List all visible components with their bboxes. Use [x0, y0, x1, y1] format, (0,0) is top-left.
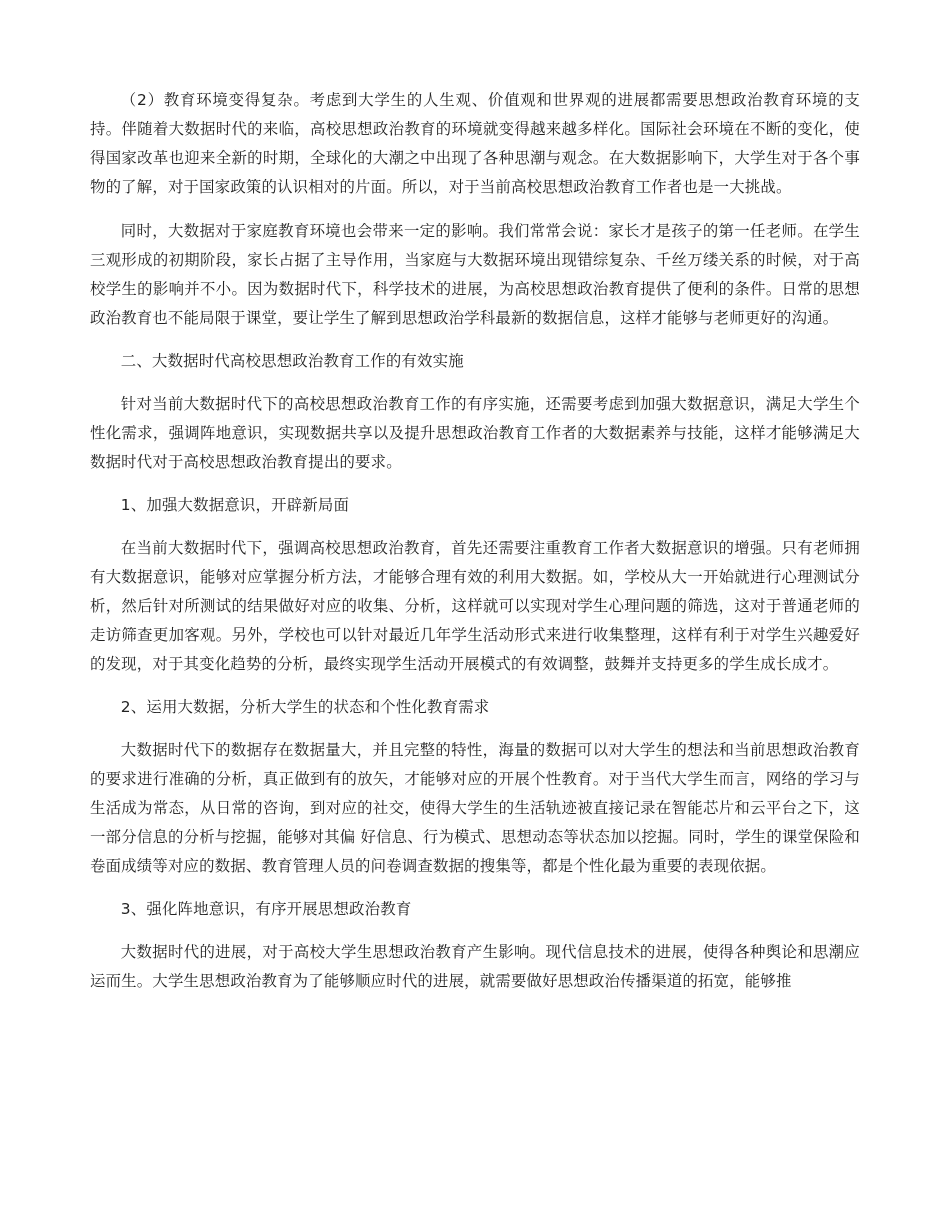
subheading-2: 2、运用大数据，分析大学生的状态和个性化教育需求 [120, 698, 490, 716]
paragraph-position-awareness: 大数据时代的进展，对于高校大学生思想政治教育产生影响。现代信息技术的进展，使得各种舆论和思潮应运而生。大学生思想政治教育为了能够顺应时代的进展，就需要做好思想政治传播渠道的拓宽，能够推 [90, 943, 860, 990]
paragraph-student-analysis: 大数据时代下的数据存在数据量大，并且完整的特性，海量的数据可以对大学生的想法和当前思想政治教育的要求进行准确的分析，真正做到有的放矢，才能够对应的开展个性教育。对于当代大学生而言，网络的学习与生活成为常态，从日常的咨询，到对应的社交，使得大学生的生活轨迹被直接记录在智能芯片和云平台之下，这一部分信息的分析与挖掘，能够对其偏 好信息、行为模式、思想动态等状态加以挖掘。同时，学生的课堂保险和卷面成绩等对应的数据、教育管理人员的问卷调查数据的搜集等，都是个性化最为重要的表现依据。 [90, 741, 860, 875]
subheading-1: 1、加强大数据意识，开辟新局面 [120, 496, 350, 514]
section-heading-2: 二、大数据时代高校思想政治教育工作的有效实施 [120, 352, 464, 370]
paragraph-education-environment: （2）教育环境变得复杂。考虑到大学生的人生观、价值观和世界观的进展都需要思想政治教育环境的支持。伴随着大数据时代的来临，高校思想政治教育的环境就变得越来越多样化。国际社会环境在不断的变化，使得国家改革也迎来全新的时期，全球化的大潮之中出现了各种思潮与观念。在大数据影响下，大学生对于各个事物的了解，对于国家政策的认识相对的片面。所以，对于当前高校思想政治教育工作者也是一大挑战。 [90, 91, 860, 196]
subheading-3: 3、强化阵地意识，有序开展思想政治教育 [120, 900, 412, 918]
paragraph-big-data-awareness: 在当前大数据时代下，强调高校思想政治教育，首先还需要注重教育工作者大数据意识的增强。只有老师拥有大数据意识，能够对应掌握分析方法，才能够合理有效的利用大数据。如，学校从大一开始就进行心理测试分析，然后针对所测试的结果做好对应的收集、分析，这样就可以实现对学生心理问题的筛选，这对于普通老师的走访筛查更加客观。另外，学校也可以针对最近几年学生活动形式来进行收集整理，这样有利于对学生兴趣爱好的发现，对于其变化趋势的分析，最终实现学生活动开展模式的有效调整，鼓舞并支持更多的学生成长成才。 [90, 539, 860, 673]
paragraph-section-intro: 针对当前大数据时代下的高校思想政治教育工作的有序实施，还需要考虑到加强大数据意识，满足大学生个性化需求，强调阵地意识，实现数据共享以及提升思想政治教育工作者的大数据素养与技能，这样才能够满足大数据时代对于高校思想政治教育提出的要求。 [90, 395, 860, 471]
document-page [90, 86, 860, 996]
paragraph-family-education: 同时，大数据对于家庭教育环境也会带来一定的影响。我们常常会说：家长才是孩子的第一任老师。在学生三观形成的初期阶段，家长占据了主导作用，当家庭与大数据环境出现错综复杂、千丝万缕关系的时候，对于高校学生的影响并不小。因为数据时代下，科学技术的进展，为高校思想政治教育提供了便利的条件。日常的思想政治教育也不能局限于课堂，要让学生了解到思想政治学科最新的数据信息，这样才能够与老师更好的沟通。 [90, 222, 860, 327]
